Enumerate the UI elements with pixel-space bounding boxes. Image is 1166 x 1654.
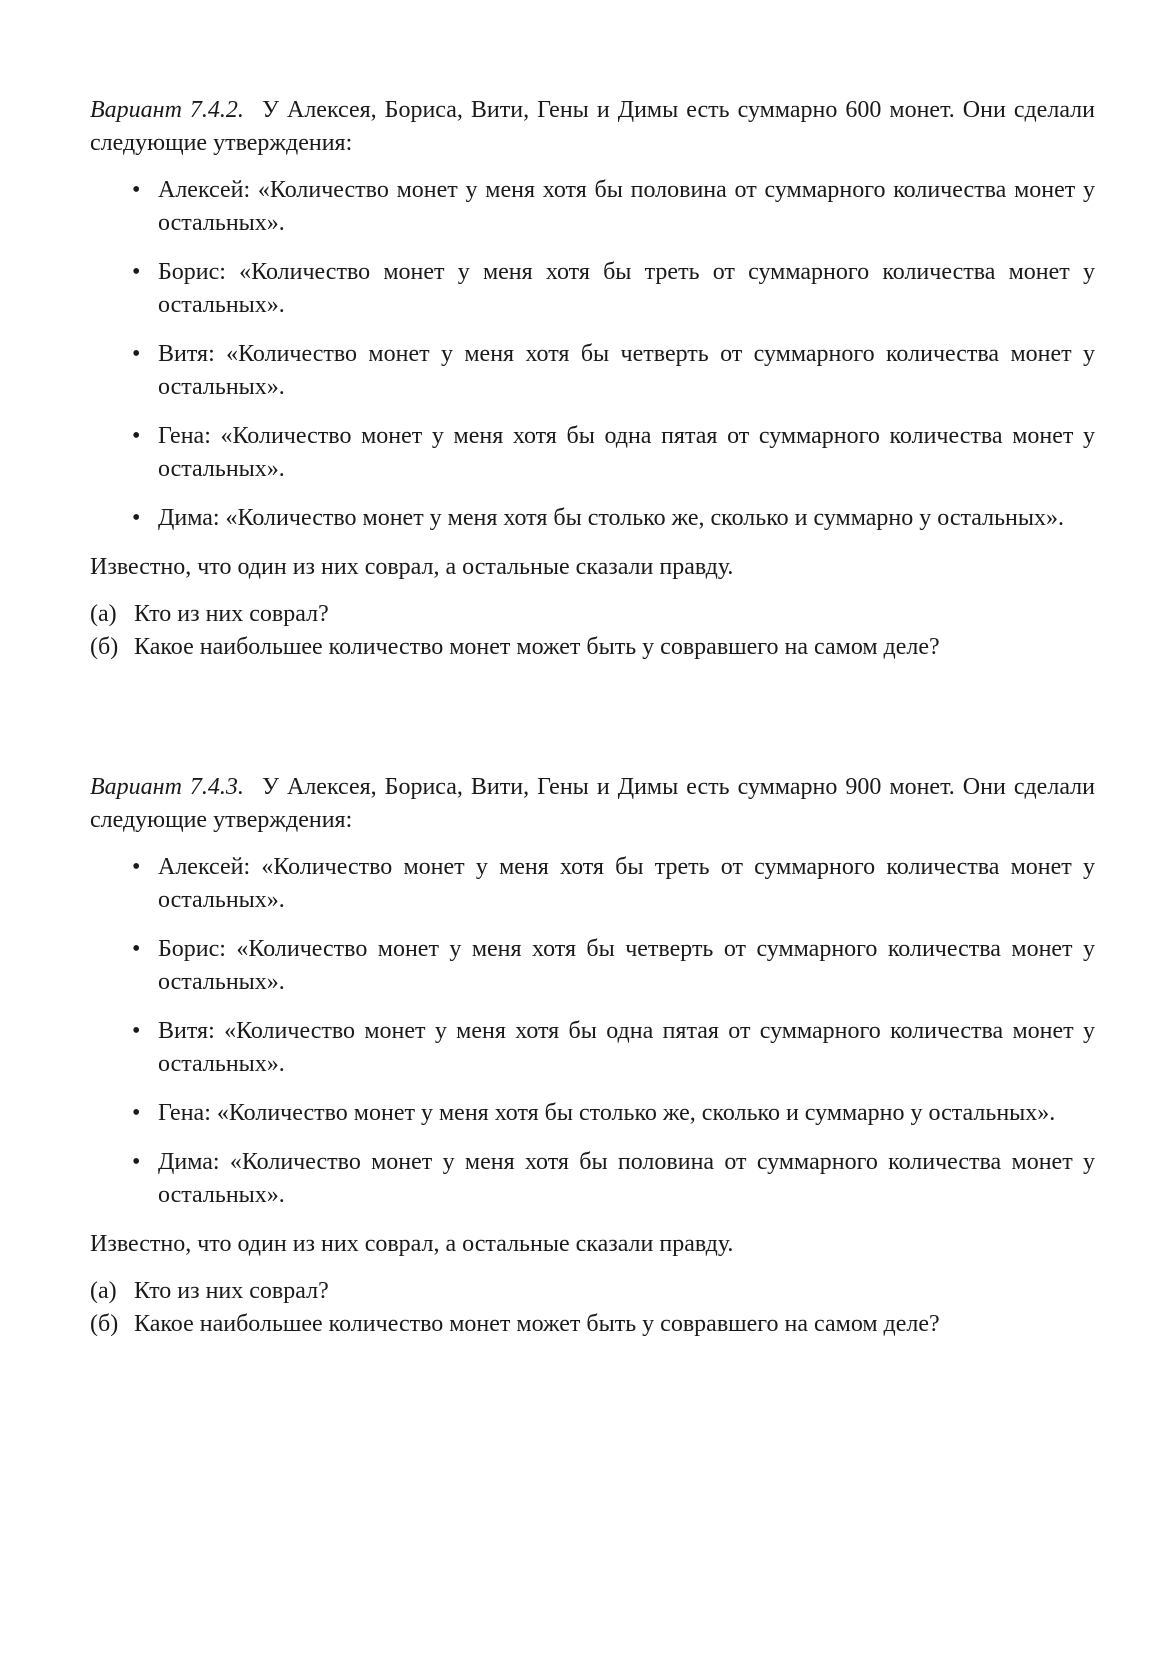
problem-variant-7-4-2 [90,94,1095,664]
statements-list [90,174,1095,535]
statement-text: Гена: «Количество монет у меня хотя бы одна пятая от суммарного количества монет у остальных». [158,423,1095,482]
variant-label: Вариант 7.4.2. [90,97,244,123]
question-text: Кто из них соврал? [134,1278,329,1304]
statement-text: Борис: «Количество монет у меня хотя бы треть от суммарного количества монет у остальных». [158,259,1095,318]
statement-item [90,1146,1095,1212]
bullet-icon: • [132,1018,141,1044]
bullet-icon: • [132,259,141,285]
question-label: (а) [90,601,117,627]
question-label: (б) [90,1311,119,1337]
bullet-icon: • [132,177,141,203]
question-label: (б) [90,634,119,660]
statement-text: Борис: «Количество монет у меня хотя бы четверть от суммарного количества монет у остальных». [158,936,1095,995]
problem-intro-text: У Алексея, Бориса, Вити, Гены и Димы есть суммарно 900 монет. Они сделали следующие утверждения: [90,774,1095,833]
known-condition: Известно, что один из них соврал, а остальные сказали правду. [90,554,734,580]
bullet-icon: • [132,936,141,962]
statement-text: Дима: «Количество монет у меня хотя бы столько же, сколько и суммарно у остальных». [158,505,1064,531]
question-label: (а) [90,1278,117,1304]
bullet-icon: • [132,341,141,367]
question-item [90,631,1095,664]
problem-variant-7-4-3 [90,771,1095,1341]
statement-text: Алексей: «Количество монет у меня хотя бы половина от суммарного количества монет у остальных». [158,177,1095,236]
statement-item [90,174,1095,240]
problem-intro [90,771,1095,837]
statement-item [90,933,1095,999]
questions-list [90,598,1095,664]
problem-intro-text: У Алексея, Бориса, Вити, Гены и Димы есть суммарно 600 монет. Они сделали следующие утверждения: [90,97,1095,156]
variant-label: Вариант 7.4.3. [90,774,244,800]
statement-item [90,851,1095,917]
problem-intro [90,94,1095,160]
question-text: Кто из них соврал? [134,601,329,627]
statement-item [90,502,1095,535]
questions-list [90,1275,1095,1341]
bullet-icon: • [132,1100,141,1126]
bullet-icon: • [132,1149,141,1175]
statement-text: Гена: «Количество монет у меня хотя бы столько же, сколько и суммарно у остальных». [158,1100,1056,1126]
statement-text: Витя: «Количество монет у меня хотя бы одна пятая от суммарного количества монет у остальных». [158,1018,1095,1077]
known-condition: Известно, что один из них соврал, а остальные сказали правду. [90,1231,734,1257]
question-item [90,1275,1095,1308]
statement-item [90,256,1095,322]
question-item [90,1308,1095,1341]
question-text: Какое наибольшее количество монет может быть у совравшего на самом деле? [134,1311,940,1337]
statement-item [90,1097,1095,1130]
bullet-icon: • [132,423,141,449]
statements-list [90,851,1095,1212]
statement-item [90,338,1095,404]
statement-text: Алексей: «Количество монет у меня хотя бы треть от суммарного количества монет у остальных». [158,854,1095,913]
question-text: Какое наибольшее количество монет может быть у совравшего на самом деле? [134,634,940,660]
bullet-icon: • [132,505,141,531]
statement-item [90,1015,1095,1081]
statement-text: Дима: «Количество монет у меня хотя бы половина от суммарного количества монет у остальных». [158,1149,1095,1208]
bullet-icon: • [132,854,141,880]
statement-text: Витя: «Количество монет у меня хотя бы четверть от суммарного количества монет у остальных». [158,341,1095,400]
question-item [90,598,1095,631]
statement-item [90,420,1095,486]
